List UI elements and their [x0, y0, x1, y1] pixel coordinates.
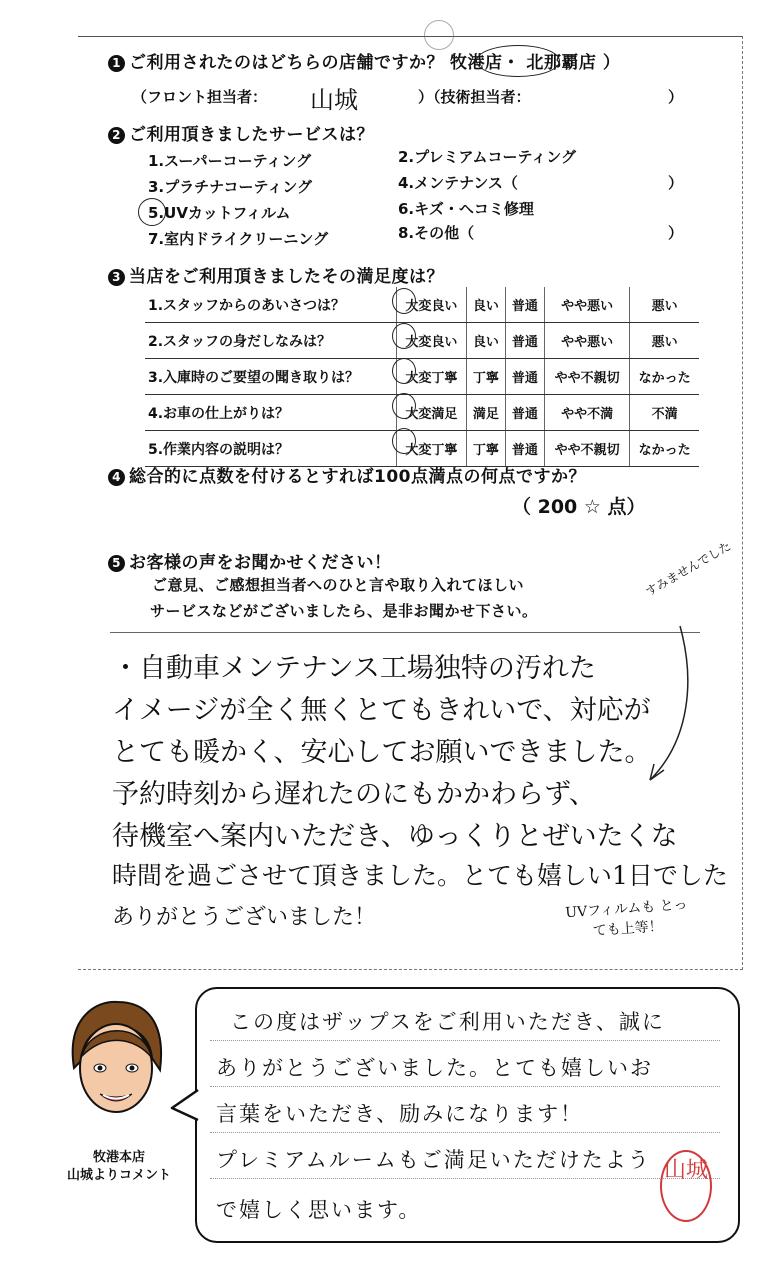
option-cell: 不満: [630, 395, 699, 431]
service-2: 2.プレミアムコーティング: [398, 148, 576, 166]
reply-line-4: プレミアムルームもご満足いただけたよう: [216, 1148, 651, 1172]
bubble-tail: [170, 1088, 200, 1122]
q4-score: （ 200 ☆ 点）: [512, 496, 646, 518]
ruled-line: [210, 1178, 720, 1179]
option-cell: 普通: [505, 323, 544, 359]
ruled-line: [210, 1040, 720, 1041]
service-7: 7.室内ドライクリーニング: [148, 230, 329, 248]
service-4: 4.メンテナンス（: [398, 174, 518, 192]
handwritten-line: 予約時刻から遅れたのにもかかわらず、: [112, 779, 596, 810]
option-cell: 良い: [466, 287, 505, 323]
q1-store-other: ・ 北那覇店 ）: [502, 53, 621, 73]
rating-circle-mark: [392, 323, 416, 349]
q1-front-label: （フロント担当者：: [132, 88, 268, 106]
margin-apology-note: すみませんでした: [643, 538, 734, 599]
rating-circle-mark: [392, 288, 416, 314]
option-cell: なかった: [630, 359, 699, 395]
q1-number: 1: [108, 55, 125, 72]
q3-number: 3: [108, 269, 125, 286]
q2-number: 2: [108, 127, 125, 144]
option-cell: やや悪い: [544, 287, 629, 323]
q5-heading: [108, 548, 392, 573]
q5-line2: ご意見、ご感想担当者へのひと言や取り入れてほしい: [152, 576, 525, 594]
q1-tech-close: ）: [668, 88, 684, 106]
row-item: 5.作業内容の説明は？: [145, 431, 397, 467]
option-cell: 普通: [505, 359, 544, 395]
divider: [110, 632, 700, 633]
staff-portrait-avatar: [56, 998, 176, 1126]
table-row: [145, 395, 699, 431]
option-cell: 普通: [505, 395, 544, 431]
option-cell: 良い: [466, 323, 505, 359]
option-cell: 普通: [505, 431, 544, 467]
store-circle-mark: [476, 45, 560, 77]
service-4-close: ）: [668, 174, 684, 192]
q5-line3: サービスなどがございましたら、是非お聞かせ下さい。: [150, 602, 538, 620]
q1-tech-label: ）（技術担当者：: [418, 88, 531, 106]
row-item: 3.入庫時のご要望の聞き取りは？: [145, 359, 397, 395]
q4-heading: [108, 462, 586, 487]
table-row: [145, 359, 699, 395]
ruled-line: [210, 1132, 720, 1133]
rating-circle-mark: [392, 428, 416, 454]
option-cell: やや不親切: [544, 431, 629, 467]
service-1: 1.スーパーコーティング: [148, 152, 312, 170]
handwritten-line: とても暖かく、安心してお願いできました。: [112, 737, 652, 768]
q2-heading: [108, 120, 374, 145]
option-cell: やや不親切: [544, 359, 629, 395]
q3-text: 当店をご利用頂きましたその満足度は？: [129, 267, 444, 287]
handwritten-line: 待機室へ案内いただき、ゆっくりとぜいたくな: [112, 821, 678, 852]
service-6: 6.キズ・ヘコミ修理: [398, 200, 534, 218]
comment-caption-name: 山城よりコメント: [66, 1168, 171, 1183]
option-cell: 大変丁寧: [397, 431, 467, 467]
q4-number: 4: [108, 469, 125, 486]
rating-circle-mark: [392, 358, 416, 384]
row-item: 4.お車の仕上がりは？: [145, 395, 397, 431]
option-cell: 丁寧: [466, 431, 505, 467]
reply-line-2: ありがとうございました。とても嬉しいお: [216, 1056, 653, 1080]
rating-circle-mark: [392, 393, 416, 419]
q5-text: お客様の声をお聞かせください！: [129, 553, 392, 573]
q1-text: ご利用されたのはどちらの店舗ですか？: [129, 53, 444, 73]
row-item: 1.スタッフからのあいさつは？: [145, 287, 397, 323]
uv-film-note: UVフィルムも とっても上等！: [564, 896, 688, 940]
reply-line-5: で嬉しく思います。: [216, 1198, 422, 1222]
service-5-circle-mark: [138, 198, 166, 226]
service-3: 3.プラチナコーティング: [148, 178, 313, 196]
option-cell: なかった: [630, 431, 699, 467]
reply-line-1: この度はザップスをご利用いただき、誠に: [230, 1010, 665, 1034]
name-stamp: 山城: [660, 1150, 712, 1222]
ruled-line: [210, 1086, 720, 1087]
option-cell: 悪い: [630, 287, 699, 323]
row-item: 2.スタッフの身だしなみは？: [145, 323, 397, 359]
option-cell: 普通: [505, 287, 544, 323]
option-cell: やや不満: [544, 395, 629, 431]
q3-heading: [108, 262, 444, 287]
handwritten-line: ありがとうございました！: [112, 905, 377, 930]
table-row: [145, 323, 699, 359]
q1-store-selected: 牧港店: [450, 53, 503, 73]
q1-front-name: 山城: [310, 86, 358, 114]
comment-caption-store: 牧港本店: [92, 1150, 145, 1165]
q2-text: ご利用頂きましたサービスは？: [129, 125, 374, 145]
q5-number: 5: [108, 555, 125, 572]
option-cell: 大変良い: [397, 323, 467, 359]
arrow-mark: [620, 620, 700, 790]
handwritten-line: ・自動車メンテナンス工場独特の汚れた: [112, 653, 596, 684]
handwritten-line: イメージが全く無くとてもきれいで、対応が: [112, 695, 651, 726]
q4-text: 総合的に点数を付けるとすれば100点満点の何点ですか？: [129, 467, 586, 487]
option-cell: 丁寧: [466, 359, 505, 395]
service-8-close: ）: [668, 224, 684, 242]
service-8: 8.その他（: [398, 224, 475, 242]
table-row: [145, 287, 699, 323]
satisfaction-table: [145, 287, 699, 467]
option-cell: 満足: [466, 395, 505, 431]
option-cell: 大変丁寧: [397, 359, 467, 395]
option-cell: 大変良い: [397, 287, 467, 323]
option-cell: やや悪い: [544, 323, 629, 359]
handwritten-line: 時間を過ごさせて頂きました。とても嬉しい1日でした: [112, 861, 728, 890]
option-cell: 悪い: [630, 323, 699, 359]
option-cell: 大変満足: [397, 395, 467, 431]
service-5: 5.UVカットフィルム: [148, 204, 291, 222]
reply-line-3: 言葉をいただき、励みになります！: [216, 1102, 584, 1126]
